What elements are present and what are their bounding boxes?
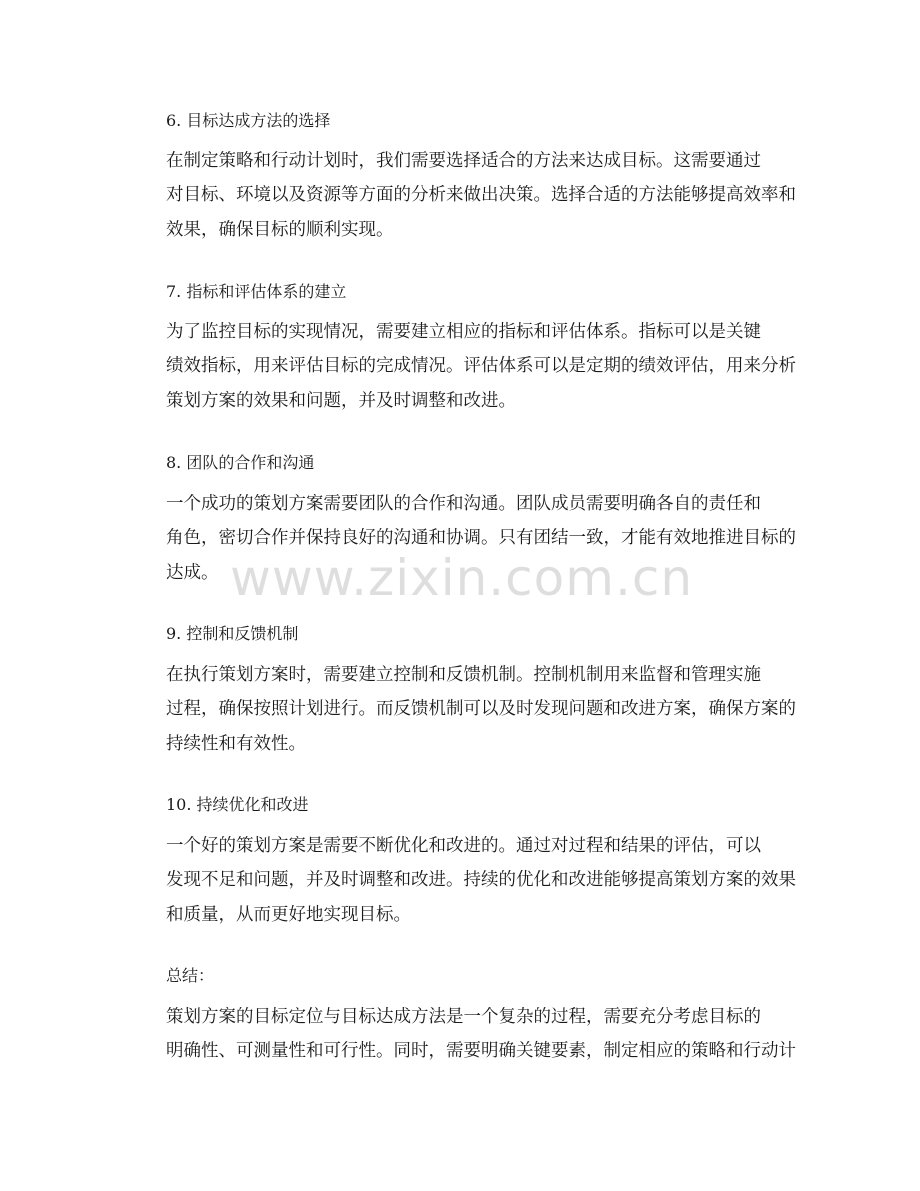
paragraph-line: 明确性、可测量性和可行性。同时，需要明确关键要素，制定相应的策略和行动计 (166, 1041, 796, 1062)
paragraph-line: 和质量，从而更好地实现目标。 (166, 904, 411, 925)
section-8-paragraph (166, 487, 806, 590)
paragraph-line: 在制定策略和行动计划时，我们需要选择适合的方法来达成目标。这需要通过 (166, 151, 761, 171)
section-8-heading: 8. 团队的合作和沟通 (166, 453, 315, 472)
summary-heading: 总结： (166, 966, 215, 985)
paragraph-line: 发现不足和问题，并及时调整和改进。持续的优化和改进能够提高策划方案的效果 (166, 870, 796, 891)
paragraph-line: 绩效指标，用来评估目标的完成情况。评估体系可以是定期的绩效评估，用来分析 (166, 356, 796, 377)
paragraph-line: 为了监控目标的实现情况，需要建立相应的指标和评估体系。指标可以是关键 (166, 322, 761, 342)
paragraph-line: 一个好的策划方案是需要不断优化和改进的。通过对过程和结果的评估，可以 (166, 836, 761, 856)
section-9-paragraph (166, 658, 806, 761)
paragraph-line: 效果，确保目标的顺利实现。 (166, 219, 394, 240)
paragraph-line: 角色，密切合作并保持良好的沟通和协调。只有团结一致，才能有效地推进目标的 (166, 528, 796, 549)
paragraph-line: 在执行策划方案时，需要建立控制和反馈机制。控制机制用来监督和管理实施 (166, 665, 761, 685)
section-6-heading: 6. 目标达成方法的选择 (166, 111, 331, 130)
section-7-paragraph (166, 315, 806, 418)
section-10-paragraph (166, 829, 806, 932)
paragraph-line: 策划方案的目标定位与目标达成方法是一个复杂的过程，需要充分考虑目标的 (166, 1007, 761, 1027)
paragraph-line: 过程，确保按照计划进行。而反馈机制可以及时发现问题和改进方案，确保方案的 (166, 699, 796, 720)
paragraph-line: 对目标、环境以及资源等方面的分析来做出决策。选择合适的方法能够提高效率和 (166, 185, 796, 206)
section-9-heading: 9. 控制和反馈机制 (166, 624, 299, 643)
section-6-paragraph (166, 144, 806, 247)
summary-paragraph (166, 1000, 806, 1069)
paragraph-line: 达成。 (166, 562, 219, 583)
paragraph-line: 一个成功的策划方案需要团队的合作和沟通。团队成员需要明确各自的责任和 (166, 494, 761, 514)
paragraph-line: 策划方案的效果和问题，并及时调整和改进。 (166, 390, 516, 411)
paragraph-line: 持续性和有效性。 (166, 733, 306, 754)
watermark: www.zixin.com.cn (230, 549, 694, 607)
section-10-heading: 10. 持续优化和改进 (166, 795, 309, 814)
section-7-heading: 7. 指标和评估体系的建立 (166, 282, 347, 301)
